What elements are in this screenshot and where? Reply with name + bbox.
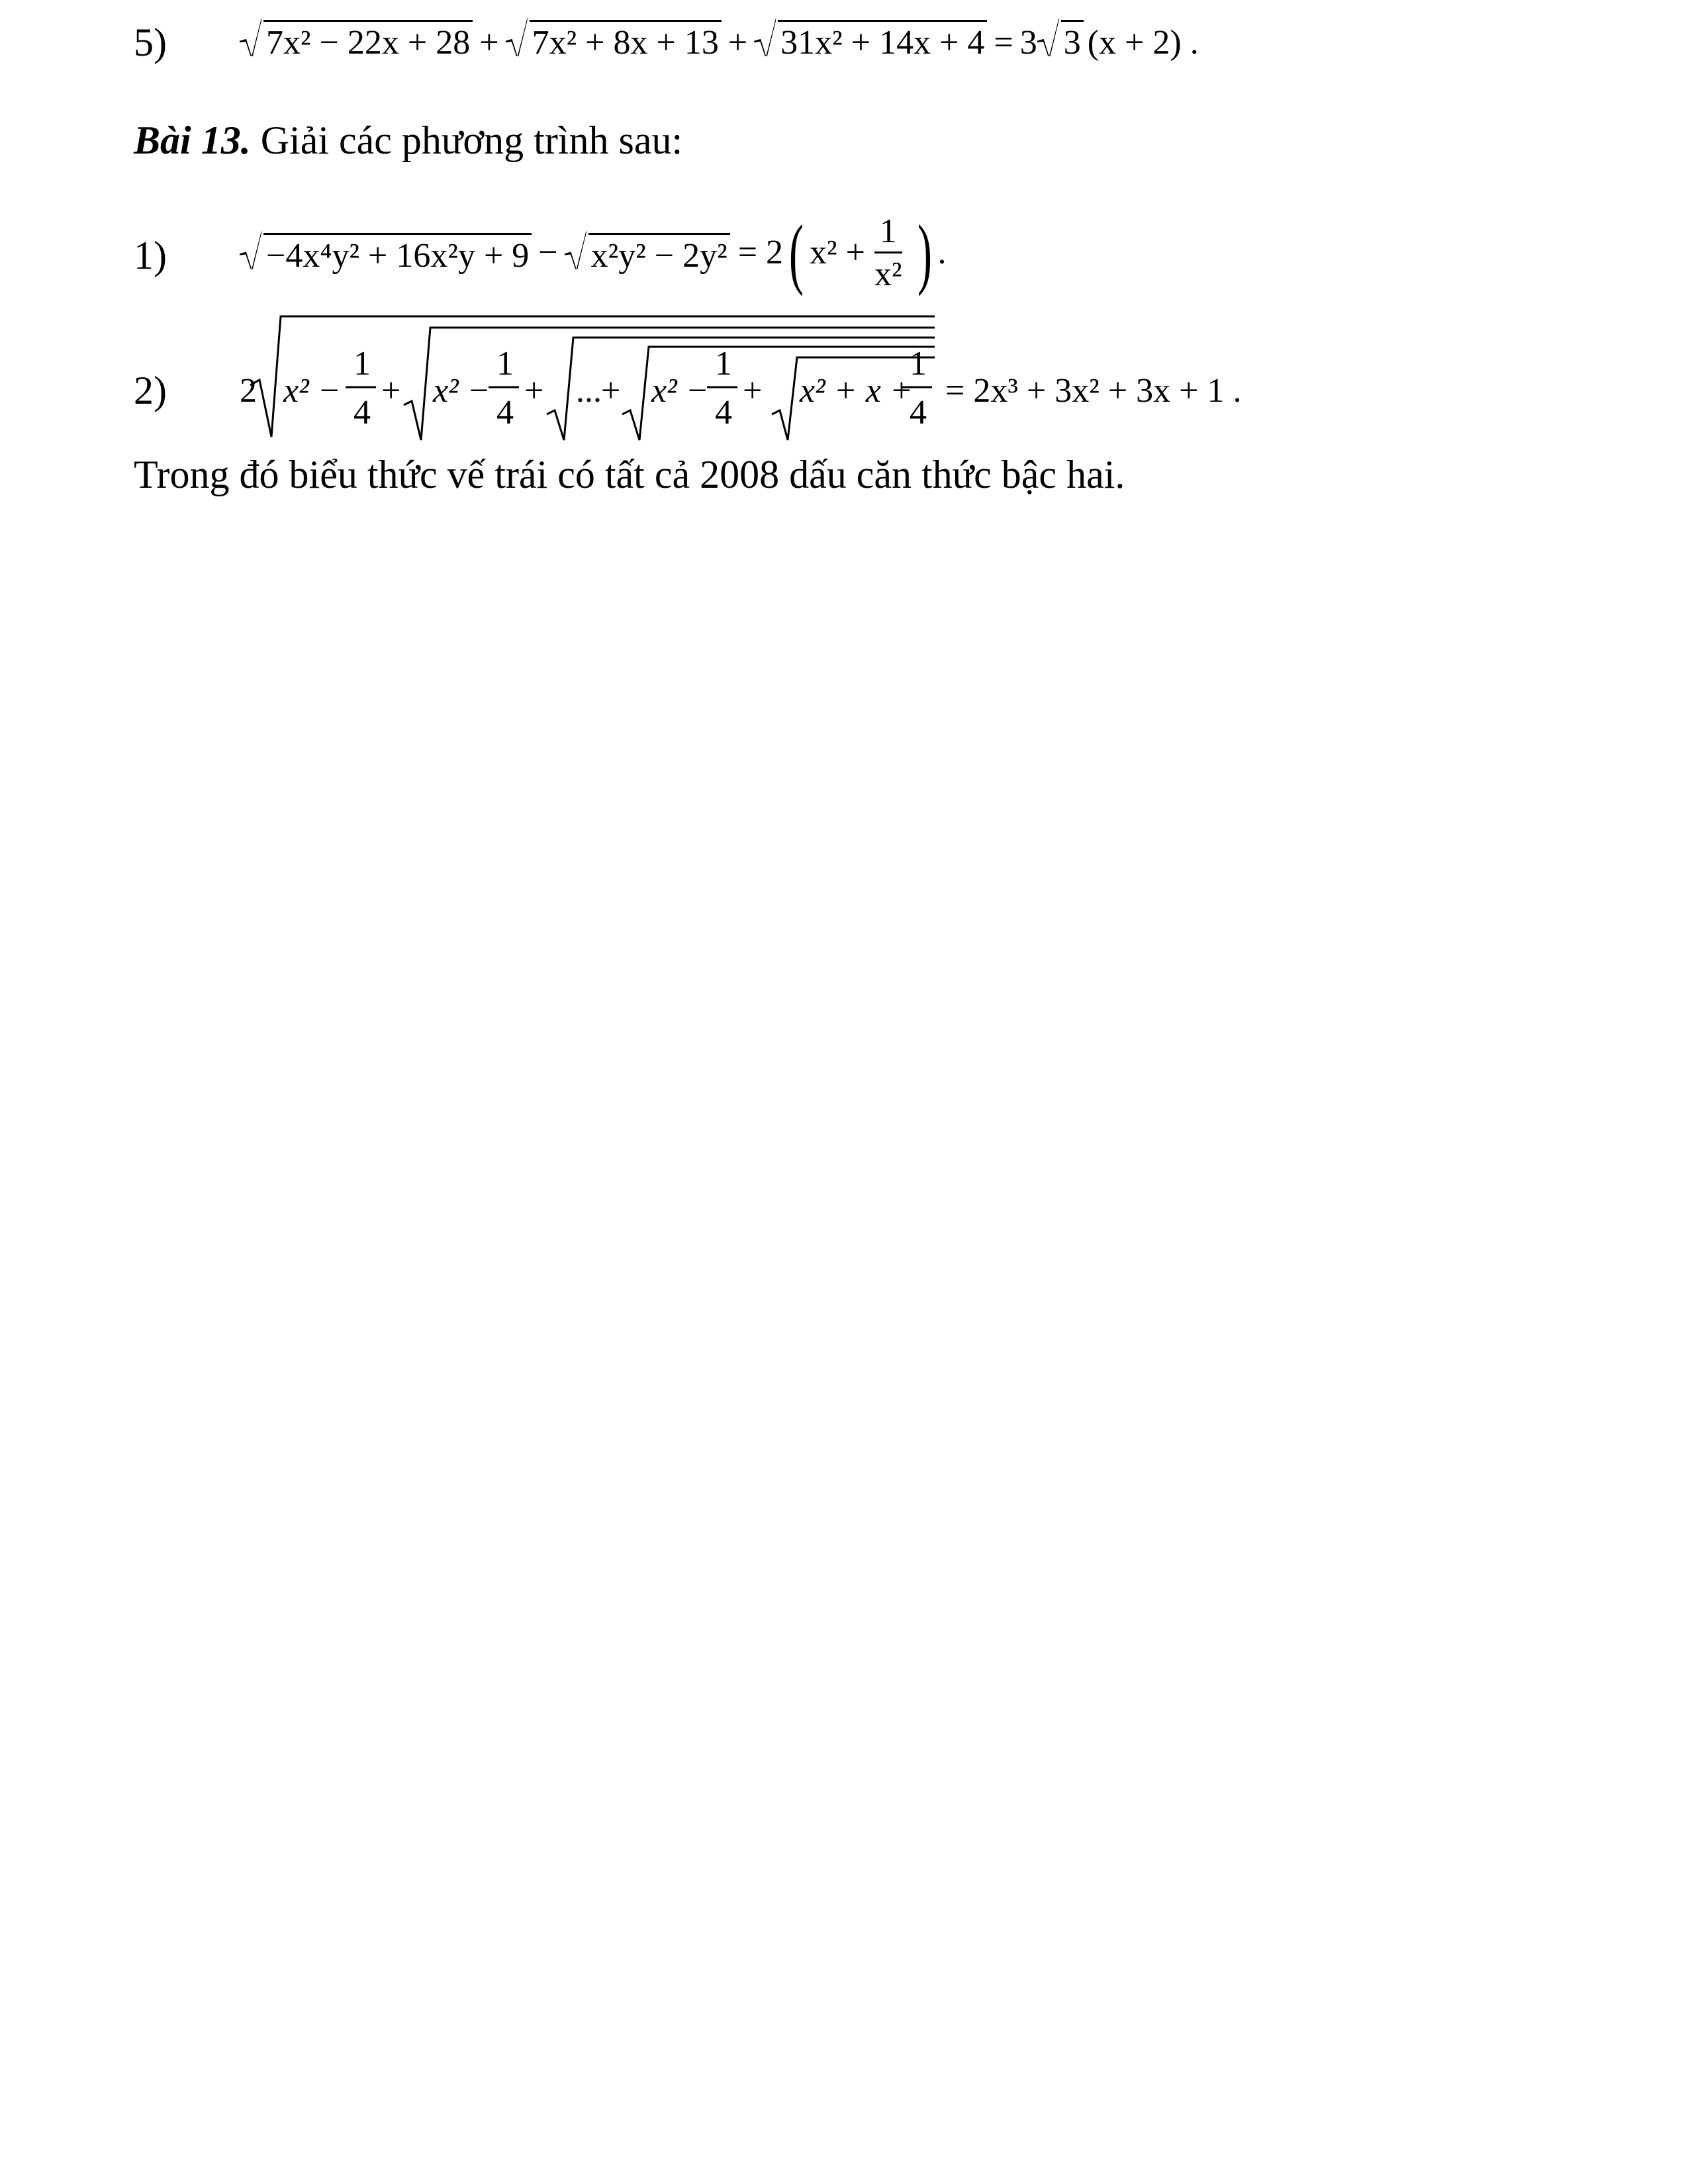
item-number: 5) [134, 21, 167, 64]
svg-text:4: 4 [910, 394, 927, 432]
svg-text:+: + [381, 372, 401, 410]
svg-text:1: 1 [496, 345, 514, 383]
svg-text:= 2x³ + 3x² + 3x + 1 .: = 2x³ + 3x² + 3x + 1 . [945, 372, 1242, 410]
svg-text:x² −: x² − [651, 372, 709, 410]
exercise-label: Bài 13. [134, 118, 251, 162]
item-number: 2) [134, 369, 167, 412]
radical: 7x² + 8x + 13 [506, 20, 722, 60]
svg-text:+: + [524, 372, 544, 410]
svg-text:x² −: x² − [283, 372, 341, 410]
radical: x²y² − 2y² [565, 233, 730, 273]
radical: 31x² + 14x + 4 [754, 20, 987, 60]
radical: −4x⁴y² + 16x²y + 9 [240, 233, 532, 273]
svg-text:4: 4 [353, 394, 371, 432]
svg-text:1: 1 [353, 345, 371, 383]
svg-text:1: 1 [715, 345, 732, 383]
fraction: $\frac{1}{\text{x²}}$ [874, 212, 902, 293]
equation-item-5: 7x² − 22x + 28 + 7x² + 8x + 13 + 31x² + 14x + 4 = 3 3 (x + 2) . [240, 20, 1199, 60]
svg-text:4: 4 [496, 394, 514, 432]
svg-text:x² −: x² − [433, 372, 491, 410]
right-paren: ) [917, 208, 932, 296]
radical: 7x² − 22x + 28 [240, 20, 473, 60]
svg-text:1: 1 [910, 345, 927, 383]
svg-text:+: + [601, 372, 621, 410]
equation-item-1: −4x⁴y² + 16x²y + 9 − x²y² − 2y² = 2 ( x² + $\frac{1}{\text{x²}}$ ) . [240, 213, 947, 293]
svg-text:4: 4 [715, 394, 732, 432]
svg-text:2: 2 [240, 372, 257, 410]
nested-radical-equation [0, 0, 1688, 477]
left-paren: ( [789, 208, 804, 296]
radical: 3 [1037, 20, 1084, 60]
svg-text:...: ... [576, 372, 602, 410]
note-text: Trong đó biểu thức vế trái có tất cả 2008 dấu căn thức bậc hai. [134, 453, 1125, 496]
svg-text:+: + [743, 372, 763, 410]
exercise-instruction: Giải các phương trình sau: [250, 118, 683, 162]
item-number: 1) [134, 234, 167, 277]
svg-text:x² + x +: x² + x + [800, 372, 913, 410]
